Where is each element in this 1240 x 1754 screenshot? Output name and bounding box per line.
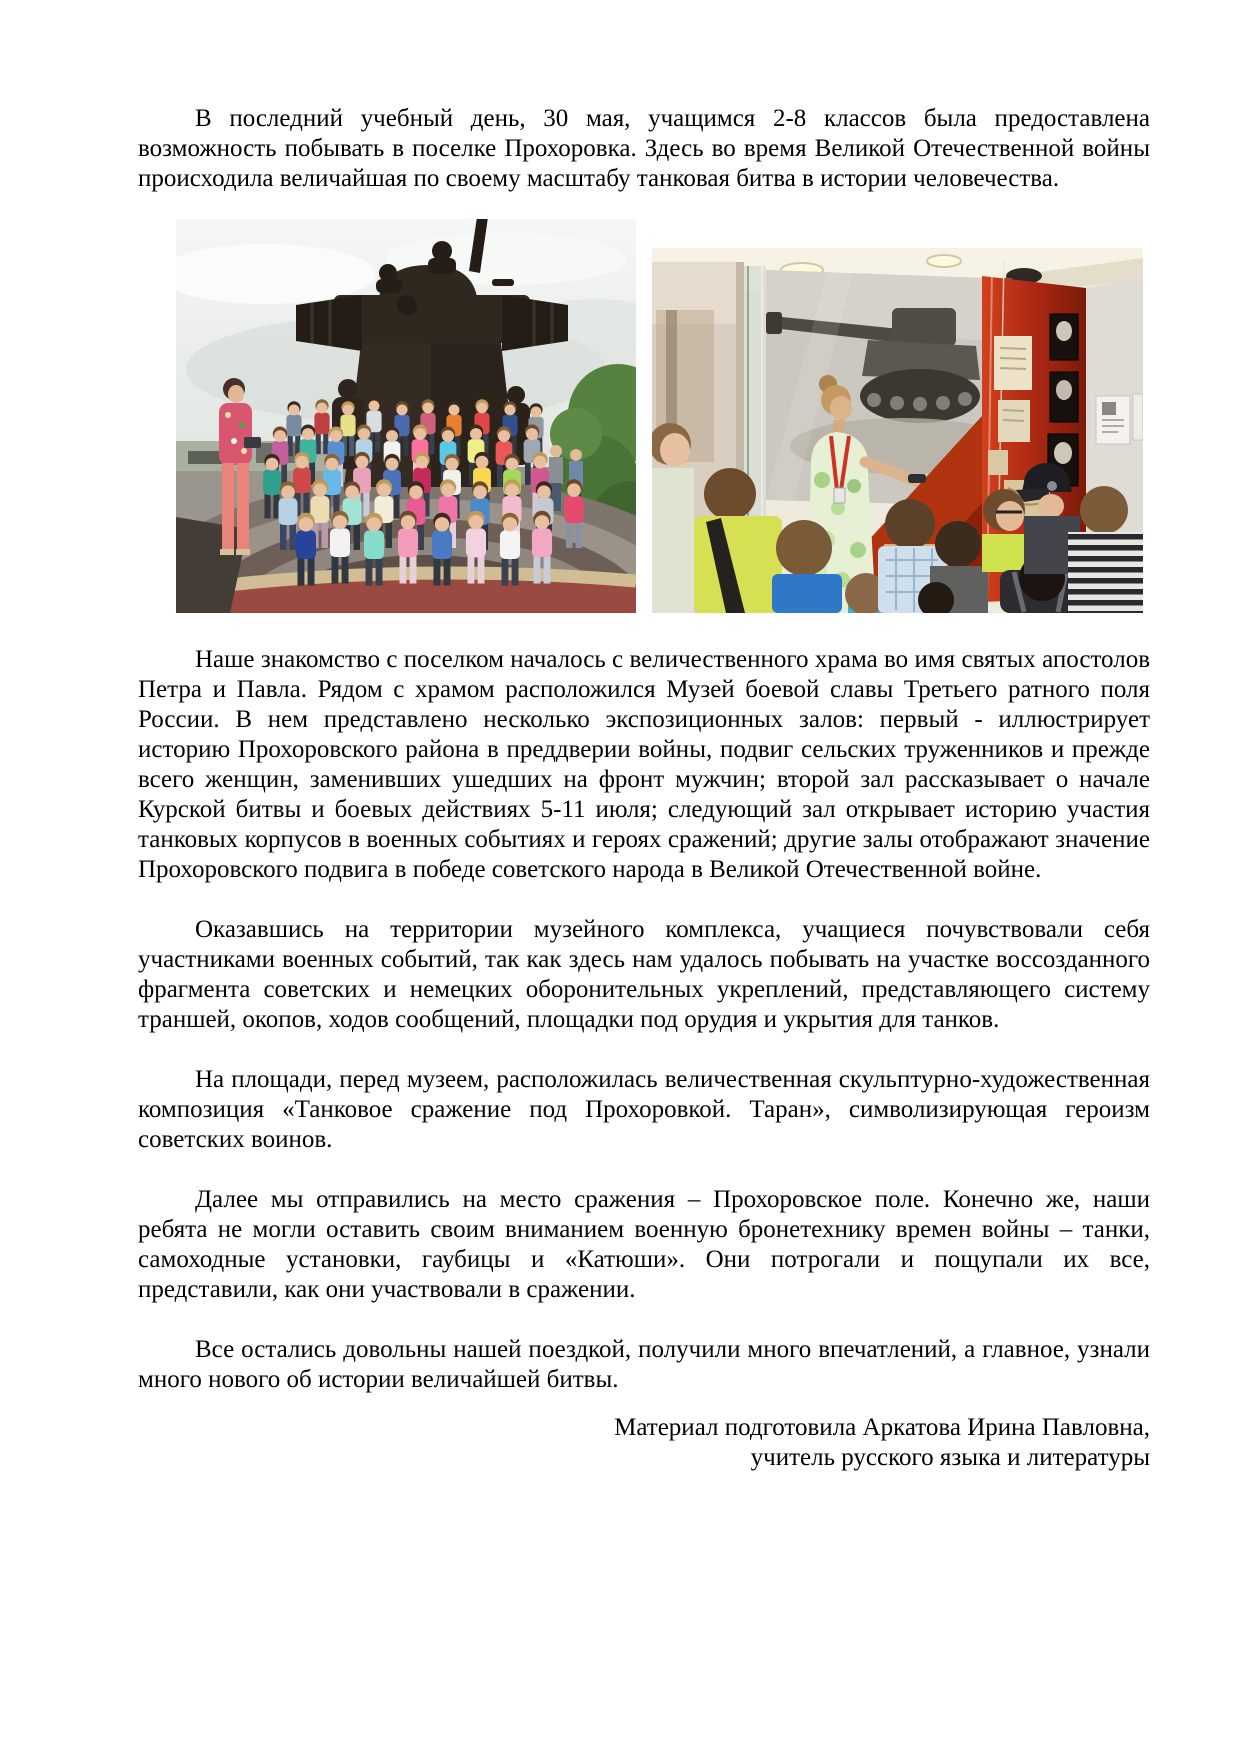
paragraph-battlefield: Далее мы отправились на место сражения – Прохоровское поле. Конечно же, наши ребята не могли оставить своим вниманием военную бронетехнику времен войны – танки, самоходные установки, гаубицы и «Катюши». Они потрогали и пощупали их все, представили, как они участвовали в сражении.	[138, 1186, 1150, 1303]
paragraph-fortifications: Оказавшись на территории музейного комплекса, учащиеся почувствовали себя участниками военных событий, так как здесь нам удалось побывать на участке воссозданного фрагмента советских и немецких оборонительных укреплений, представляющего систему траншей, окопов, ходов сообщений, площадки под орудия и укрытия для танков.	[138, 916, 1150, 1033]
signature-role: учитель русского языка и литературы	[750, 1444, 1150, 1471]
paragraph-intro: В последний учебный день, 30 мая, учащимся 2-8 классов была предоставлена возможность побывать в поселке Прохоровка. Здесь во время Великой Отечественной войны происходила величайшая по своему масштабу танковая битва в истории человечества.	[138, 105, 1150, 192]
museum-illustration	[652, 248, 1143, 613]
paragraph-sculpture: На площади, перед музеем, расположилась величественная скульптурно-художественная композиция «Танковое сражение под Прохоровкой. Таран», символизирующая героизм советских воинов.	[138, 1066, 1150, 1153]
paragraph-conclusion: Все остались довольны нашей поездкой, получили много впечатлений, а главное, узнали много нового об истории величайшей битвы.	[138, 1336, 1150, 1393]
tank-monument-illustration	[176, 219, 636, 613]
portrait-photos	[1048, 314, 1078, 486]
paragraph-museum: Наше знакомство с поселком началось с величественного храма во имя святых апостолов Петра и Павла. Рядом с храмом расположился Музей боевой славы Третьего ратного поля России. В нем представлено несколько экспозиционных залов: первый - иллюстрирует историю Прохоровского района в преддверии войны, подвиг сельских труженников и прежде всего женщин, заменивших ушедших на фронт мужчин; второй зал рассказывает о начале Курской битвы и боевых действиях 5-11 июля; следующий зал открывает историю участия танковых корпусов в военных событиях и героях сражений; другие залы отображают значение Прохоровского подвига в победе советского народа в Великой Отечественной войне.	[138, 646, 1150, 883]
signature-author: Материал подготовила Аркатова Ирина Павловна,	[614, 1414, 1150, 1441]
photo-museum-tour	[652, 248, 1143, 613]
signature-block	[138, 1413, 1150, 1473]
photo-row	[176, 219, 1150, 613]
photo-tank-monument	[176, 219, 636, 613]
